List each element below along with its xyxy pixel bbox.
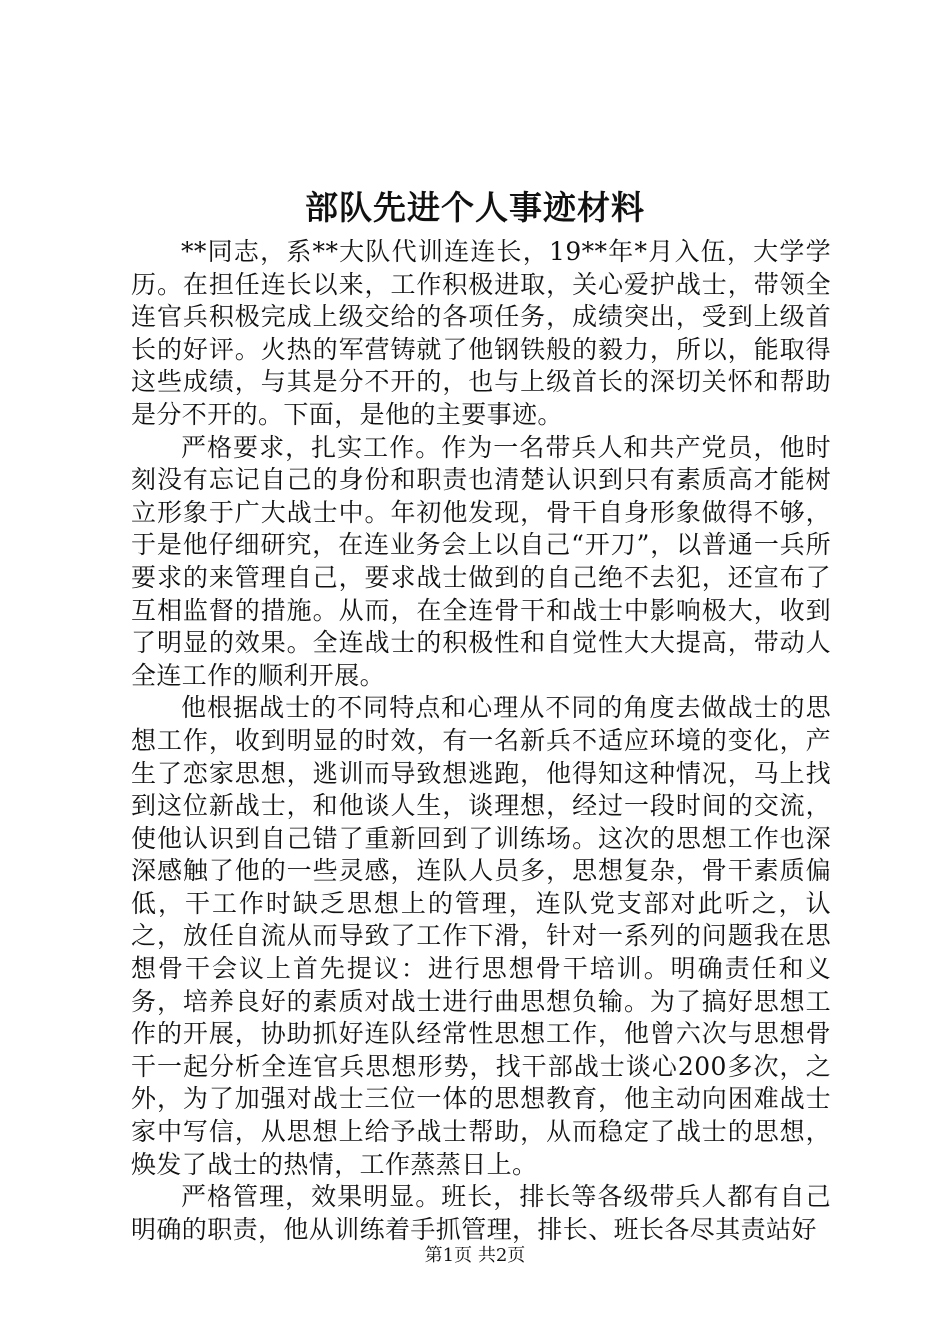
document-body (131, 236, 831, 1246)
paragraph-ideological-work: 他根据战士的不同特点和心理从不同的角度去做战士的思想工作，收到明显的时效，有一名新兵不适应环境的变化，产生了恋家思想，逃训而导致想逃跑，他得知这种情况，马上找到这位新战士，和他谈人生，谈理想，经过一段时间的交流，使他认识到自己错了重新回到了训练场。这次的思想工作也深深感触了他的一些灵感，连队人员多，思想复杂，骨干素质偏低，干工作时缺乏思想上的管理，连队党支部对此听之，认之，放任自流从而导致了工作下滑，针对一系列的问题我在思想骨干会议上首先提议：进行思想骨干培训。明确责任和义务，培养良好的素质对战士进行曲思想负输。为了搞好思想工作的开展，协助抓好连队经常性思想工作，他曾六次与思想骨干一起分析全连官兵思想形势，找干部战士谈心200多次，之外，为了加强对战士三位一体的思想教育，他主动向困难战士家中写信，从思想上给予战士帮助，从而稳定了战士的思想，焕发了战士的热情，工作蒸蒸日上。 (131, 693, 831, 1179)
paragraph-intro: **同志，系**大队代训连连长，19**年*月入伍，大学学历。在担任连长以来，工作积极进取，关心爱护战士，带领全连官兵积极完成上级交给的各项任务，成绩突出，受到上级首长的好评。火热的军营铸就了他钢铁般的毅力，所以，能取得这些成绩，与其是分不开的，也与上级首长的深切关怀和帮助是分不开的。下面，是他的主要事迹。 (131, 237, 831, 429)
paragraph-strict-requirements: 严格要求，扎实工作。作为一名带兵人和共产党员，他时刻没有忘记自己的身份和职责也清楚认识到只有素质高才能树立形象于广大战士中。年初他发现，骨干自身形象做得不够，于是他仔细研究，在连业务会上以自己“开刀”，以普通一兵所要求的来管理自己，要求战士做到的自己绝不去犯，还宣布了互相监督的措施。从而，在全连骨干和战士中影响极大，收到了明显的效果。全连战士的积极性和自觉性大大提高，带动人全连工作的顺利开展。 (131, 432, 831, 690)
page-number-footer: 第1页 共2页 (424, 1245, 526, 1266)
document-title: 部队先进个人事迹材料 (305, 188, 645, 227)
paragraph-strict-management: 严格管理，效果明显。班长，排长等各级带兵人都有自己明确的职责，他从训练着手抓管理，排长、班长各尽其责站好 (131, 1182, 831, 1244)
